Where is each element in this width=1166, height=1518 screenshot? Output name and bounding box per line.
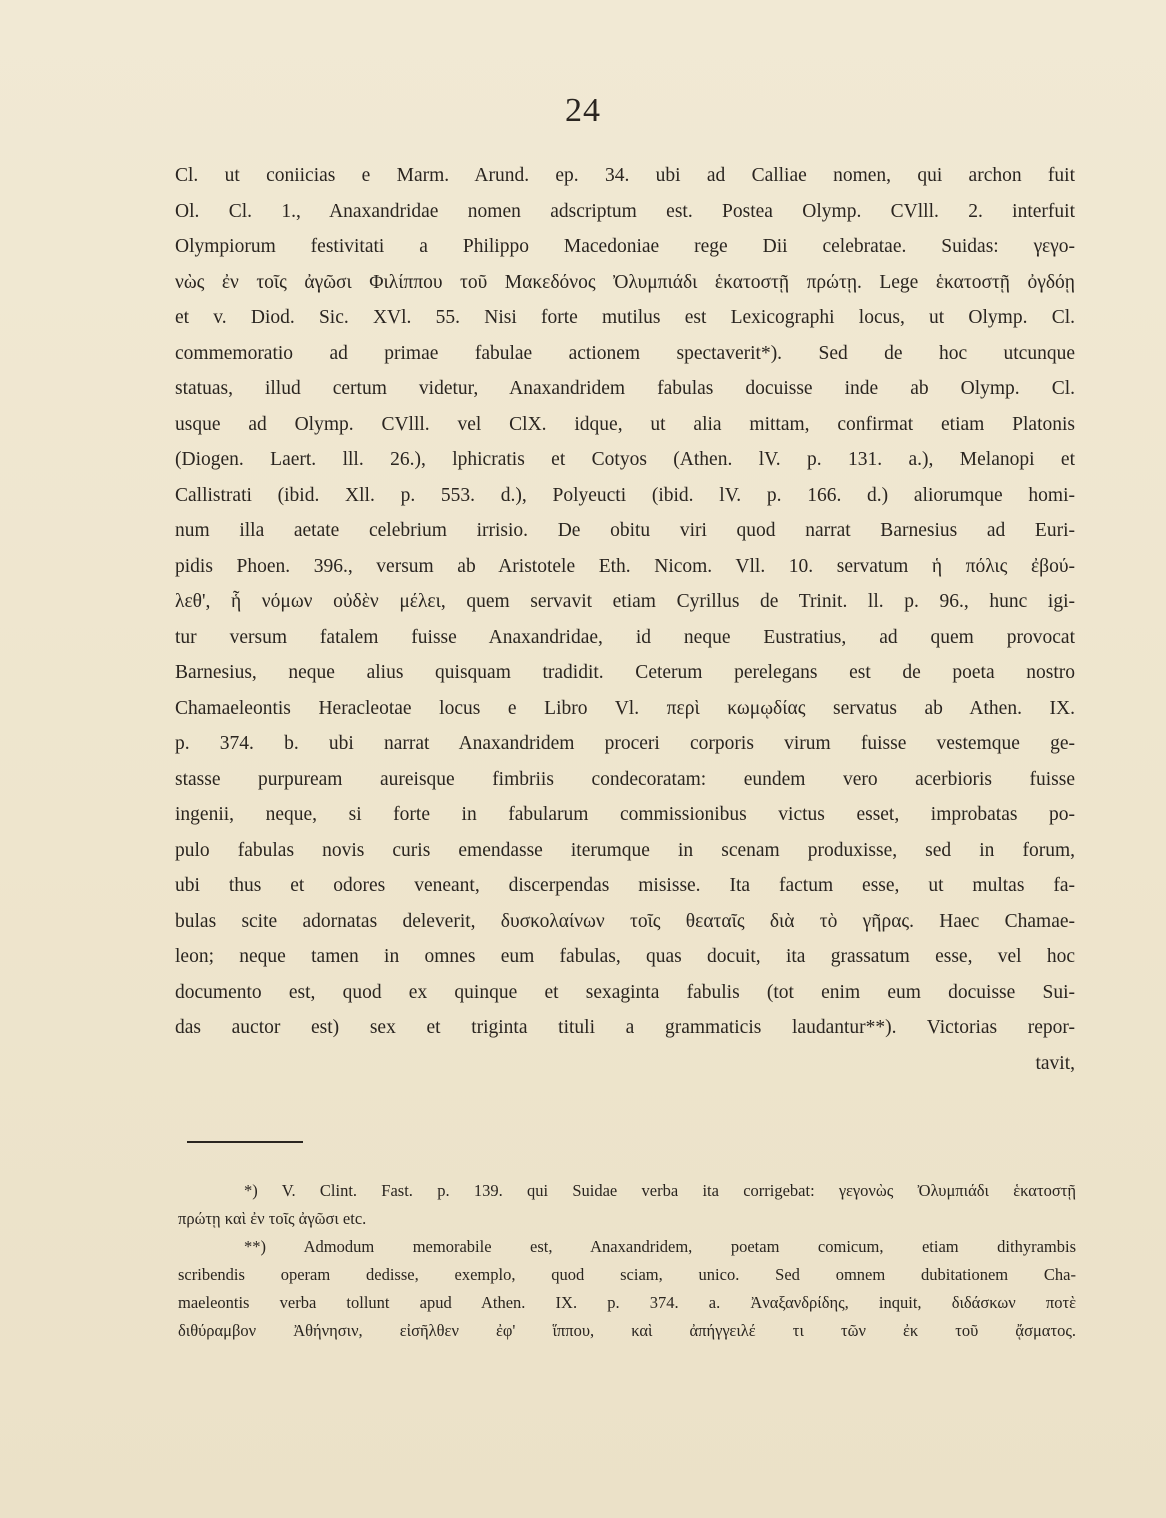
text-line: Olympiorum festivitati a Philippo Macedoniae rege Dii celebratae. Suidas: γεγο- — [175, 236, 1075, 257]
catchword: tavit, — [1035, 1052, 1075, 1074]
footnote-line: scribendis operam dedisse, exemplo, quod sciam, unico. Sed omnem dubitationem Cha- — [178, 1265, 1076, 1284]
footnote-line: πρώτῃ καὶ ἐν τοῖς ἀγῶσι etc. — [178, 1209, 367, 1228]
text-line: Cl. ut coniicias e Marm. Arund. ep. 34. ubi ad Calliae nomen, qui archon fuit — [175, 165, 1075, 186]
text-line: num illa aetate celebrium irrisio. De obitu viri quod narrat Barnesius ad Euri- — [175, 520, 1075, 541]
text-line: Callistrati (ibid. Xll. p. 553. d.), Polyeucti (ibid. lV. p. 166. d.) aliorumque homi- — [175, 484, 1075, 506]
text-line: Ol. Cl. 1., Anaxandridae nomen adscriptum est. Postea Olymp. CVlll. 2. interfuit — [175, 200, 1075, 222]
text-line: λεθ', ἧ νόμων οὐδὲν μέλει, quem servavit etiam Cyrillus de Trinit. ll. p. 96., hunc igi- — [175, 591, 1075, 612]
text-line: (Diogen. Laert. lll. 26.), lphicratis et Cotyos (Athen. lV. p. 131. a.), Melanopi et — [175, 449, 1075, 470]
footnote-separator — [187, 1141, 303, 1143]
text-line: leon; neque tamen in omnes eum fabulas, quas docuit, ita grassatum esse, vel hoc — [175, 946, 1075, 967]
text-line: ingenii, neque, si forte in fabularum commissionibus victus esset, improbatas po- — [175, 804, 1075, 825]
text-line: pulo fabulas novis curis emendasse iterumque in scenam produxisse, sed in forum, — [175, 839, 1075, 861]
footnote-line: **) Admodum memorabile est, Anaxandridem, poetam comicum, etiam dithyrambis — [244, 1237, 1076, 1256]
text-line: pidis Phoen. 396., versum ab Aristotele Eth. Nicom. Vll. 10. servatum ἡ πόλις ἐβού- — [175, 555, 1075, 577]
text-line: statuas, illud certum videtur, Anaxandridem fabulas docuisse inde ab Olymp. Cl. — [175, 378, 1075, 399]
text-line: documento est, quod ex quinque et sexaginta fabulis (tot enim eum docuisse Sui- — [175, 981, 1075, 1003]
text-line: bulas scite adornatas deleverit, δυσκολαίνων τοῖς θεαταῖς διὰ τὸ γῆρας. Haec Chamae- — [175, 910, 1075, 932]
text-line: Chamaeleontis Heracleotae locus e Libro Vl. περὶ κωμῳδίας servatus ab Athen. IX. — [175, 697, 1075, 719]
page-number: 24 — [565, 92, 601, 129]
text-line: Barnesius, neque alius quisquam tradidit. Ceterum perelegans est de poeta nostro — [175, 662, 1075, 683]
text-line: ubi thus et odores veneant, discerpendas misisse. Ita factum esse, ut multas fa- — [175, 875, 1075, 896]
text-line: commemoratio ad primae fabulae actionem spectaverit*). Sed de hoc utcunque — [175, 342, 1075, 364]
footnote-line: *) V. Clint. Fast. p. 139. qui Suidae verba ita corrigebat: γεγονὼς Ὀλυμπιάδι ἑκατοστῇ — [244, 1181, 1076, 1200]
text-line: νὼς ἐν τοῖς ἀγῶσι Φιλίππου τοῦ Μακεδόνος Ὀλυμπιάδι ἑκατοστῇ πρώτῃ. Lege ἑκατοστῇ ὀγδόῃ — [175, 271, 1075, 293]
footnotes-block — [178, 1177, 1076, 1345]
text-line: et v. Diod. Sic. XVl. 55. Nisi forte mutilus est Lexicographi locus, ut Olymp. Cl. — [175, 307, 1075, 328]
footnote-line: διθύραμβον Ἀθήνησιν, εἰσῆλθεν ἐφ' ἵππου, καὶ ἀπήγγειλέ τι τῶν ἐκ τοῦ ᾄσματος. — [178, 1321, 1076, 1340]
text-line: stasse purpuream aureisque fimbriis condecoratam: eundem vero acerbioris fuisse — [175, 768, 1075, 790]
text-line: tur versum fatalem fuisse Anaxandridae, id neque Eustratius, ad quem provocat — [175, 626, 1075, 648]
main-text-block — [175, 158, 1075, 1081]
footnote-line: maeleontis verba tollunt apud Athen. IX. p. 374. a. Ἀναξανδρίδης, inquit, διδάσκων ποτὲ — [178, 1293, 1076, 1312]
text-line: das auctor est) sex et triginta tituli a grammaticis laudantur**). Victorias repor- — [175, 1017, 1075, 1038]
text-line: usque ad Olymp. CVlll. vel ClX. idque, ut alia mittam, confirmat etiam Platonis — [175, 413, 1075, 435]
text-line: p. 374. b. ubi narrat Anaxandridem proceri corporis virum fuisse vestemque ge- — [175, 733, 1075, 754]
